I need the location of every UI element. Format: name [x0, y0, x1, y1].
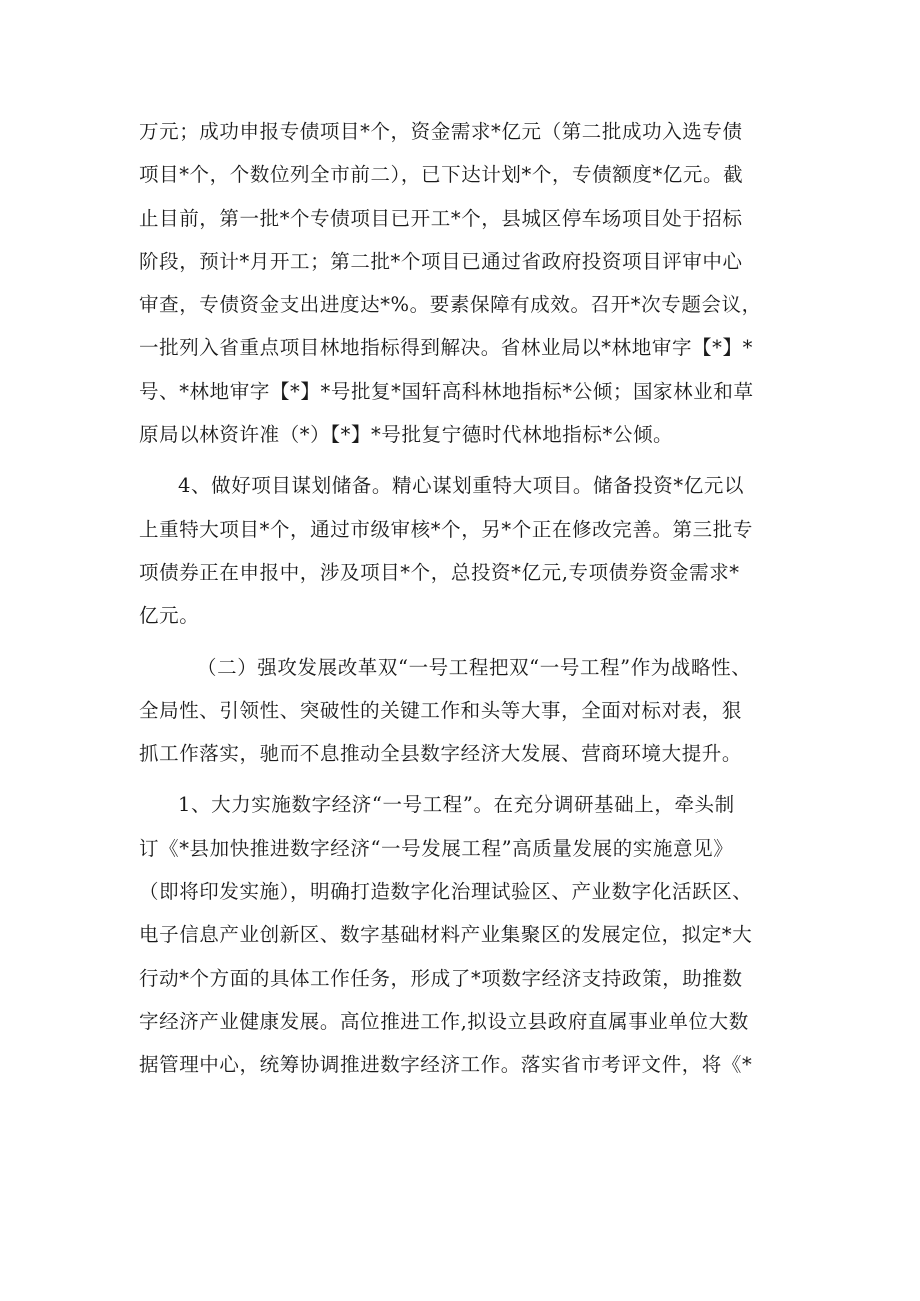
text-line: 原局以林资许准（*）【*】*号批复宁德时代林地指标*公倾。 — [139, 423, 674, 447]
text-line: 全局性、引领性、突破性的关键工作和头等大事，全面对标对表，狠 — [139, 698, 743, 722]
text-line: 亿元。 — [139, 604, 200, 628]
paragraph-1 — [139, 110, 789, 456]
text-line: 项债券正在申报中，涉及项目*个，总投资*亿元,专项债券资金需求* — [139, 560, 740, 584]
paragraph-gap — [139, 638, 789, 646]
text-line: 万元；成功申报专债项目*个，资金需求*亿元（第二批成功入选专债 — [139, 120, 743, 143]
paragraph-3 — [139, 646, 789, 776]
text-line: （二）强攻发展改革双“一号工程把双“一号工程”作为战略性、 — [197, 655, 752, 679]
text-line: 4、做好项目谋划储备。精心谋划重特大项目。储备投资*亿元以 — [178, 474, 745, 498]
text-line: 订《*县加快推进数字经济“一号发展工程”高质量发展的实施意见》 — [139, 836, 734, 860]
text-line: 阶段，预计*月开工；第二批*个项目已通过省政府投资项目评审中心 — [139, 249, 743, 273]
text-line: 字经济产业健康发展。高位推进工作,拟设立县政府直属事业单位大数 — [139, 1009, 749, 1033]
text-line: 据管理中心，统筹协调推进数字经济工作。落实省市考评文件，将《* — [139, 1053, 753, 1077]
text-line: 止目前，第一批*个专债项目已开工*个，县城区停车场项目处于招标 — [139, 206, 743, 230]
paragraph-gap — [139, 775, 789, 783]
paragraph-gap — [139, 456, 789, 464]
text-line: 电子信息产业创新区、数字基础材料产业集聚区的发展定位，拟定*大 — [139, 923, 753, 947]
text-line: 抓工作落实，驰而不息推动全县数字经济大发展、营商环境大提升。 — [139, 742, 743, 766]
text-line: 1、大力实施数字经济“一号工程”。在充分调研基础上，牵头制 — [178, 793, 735, 817]
text-line: 行动*个方面的具体工作任务，形成了*项数字经济支持政策，助推数 — [139, 966, 743, 990]
text-line: 号、*林地审字【*】*号批复*国轩高科林地指标*公倾；国家林业和草 — [139, 379, 754, 403]
text-line: （即将印发实施），明确打造数字化治理试验区、产业数字化活跃区、 — [139, 880, 753, 904]
document-body — [139, 110, 789, 1087]
text-line: 上重特大项目*个，通过市级审核*个，另*个正在修改完善。第三批专 — [139, 517, 753, 541]
paragraph-4 — [139, 783, 789, 1086]
text-line: 一批列入省重点项目林地指标得到解决。省林业局以*林地审字【*】* — [139, 336, 753, 360]
text-line: 项目*个，个数位列全市前二），已下达计划*个，专债额度*亿元。截 — [139, 163, 744, 187]
text-line: 审查，专债资金支出进度达*%。要素保障有成效。召开*次专题会议， — [139, 293, 762, 317]
paragraph-2 — [139, 464, 789, 637]
